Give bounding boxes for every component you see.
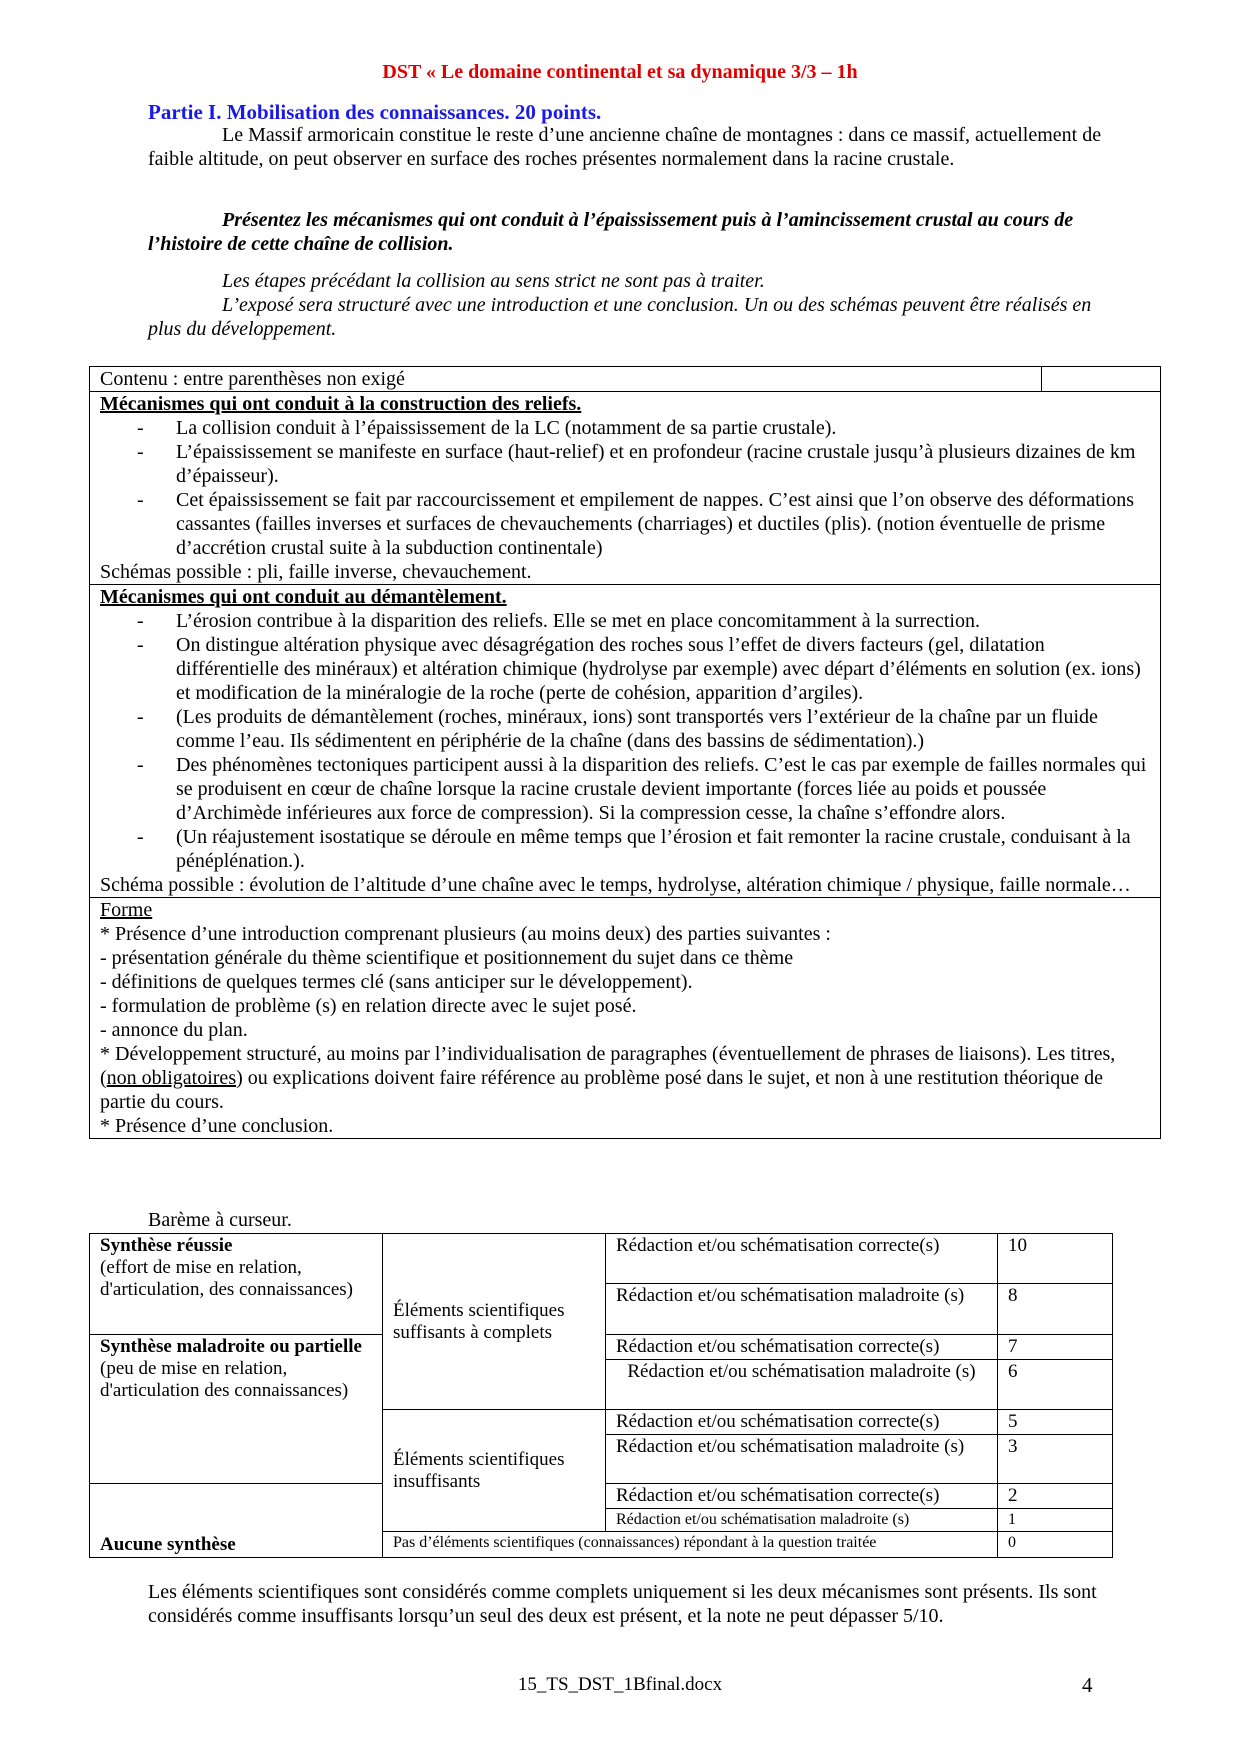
no-knowledge-cell: Pas d’éléments scientifiques (connaissances) répondant à la question traitée — [383, 1532, 998, 1558]
list-item: - Cet épaississement se fait par raccourcissement et empilement de nappes. C’est ainsi que l’on observe des déformations cassantes (failles inverses et surfaces de chevauchements (charriages) et ductiles (plis). (notion éventuelle de prisme d’accrétion crustal suite à la subduction continentale) — [100, 488, 1150, 560]
grid-header — [90, 367, 1160, 391]
underlined-text: non obligatoires — [106, 1067, 237, 1089]
criterion-cell: Rédaction et/ou schématisation correcte(s) — [606, 1234, 998, 1284]
forme-line: * Présence d’une introduction comprenant plusieurs (au moins deux) des parties suivantes : — [100, 923, 831, 945]
instructions — [148, 269, 1108, 341]
score-cell: 1 — [998, 1509, 1113, 1532]
rubric-table — [89, 1233, 1113, 1558]
schemas-line: Schéma possible : évolution de l’altitude d’une chaîne avec le temps, hydrolyse, altération chimique / physique, faille normale… — [100, 874, 1131, 896]
list-item: - Des phénomènes tectoniques participent aussi à la disparition des reliefs. C’est le cas par exemple de failles normales qui se produisent en cœur de chaîne lorsque la racine crustale devient importante (forces liée au poids et poussée d’Archimède inférieures aux force de compression). Si la compression cesse, la chaîne s’effondre alors. — [100, 753, 1150, 825]
list-item: - (Les produits de démantèlement (roches, minéraux, ions) sont transportés vers l’extérieur de la chaîne par un fluide comme l’eau. Ils sédimentent en périphérie de la chaîne (dans des bassins de sédimentation).) — [100, 705, 1150, 753]
footer-filename: 15_TS_DST_1Bfinal.docx — [517, 1674, 723, 1695]
question-paragraph: Présentez les mécanismes qui ont conduit à l’épaississement puis à l’amincissement crustal au cours de l’histoire de cette chaîne de collision. — [148, 209, 1074, 255]
section-dismantling — [90, 584, 1160, 897]
score-cell: 7 — [998, 1335, 1113, 1360]
score-cell: 2 — [998, 1484, 1113, 1509]
grid-header-empty-cell — [1041, 367, 1160, 391]
list-item: - La collision conduit à l’épaississement de la LC (notamment de sa partie crustale). — [100, 416, 1150, 440]
score-cell: 0 — [998, 1532, 1113, 1558]
forme-line: * Présence d’une conclusion. — [100, 1115, 334, 1137]
forme-line: - présentation générale du thème scientifique et positionnement du sujet dans ce thème — [100, 947, 794, 969]
grading-grid — [89, 366, 1161, 1139]
criterion-cell: Rédaction et/ou schématisation correcte(s) — [606, 1484, 998, 1509]
forme-line: - définitions de quelques termes clé (sans anticiper sur le développement). — [100, 971, 693, 993]
synthesis-success-cell — [90, 1234, 383, 1335]
instruction-line: L’exposé sera structuré avec une introduction et une conclusion. Un ou des schémas peuvent être réalisés en plus du développement. — [148, 294, 1092, 340]
document-title: DST « Le domaine continental et sa dynamique 3/3 – 1h — [382, 61, 858, 83]
synthesis-partial-cell — [90, 1335, 383, 1484]
list-item: - (Un réajustement isostatique se déroule en même temps que l’érosion et fait remonter la racine crustale, conduisant à la pénéplénation.). — [100, 825, 1150, 873]
forme-development — [100, 1042, 1150, 1114]
no-synthesis-cell — [90, 1484, 383, 1558]
criterion-cell: Rédaction et/ou schématisation maladroite (s) — [606, 1360, 998, 1410]
criterion-cell: Rédaction et/ou schématisation correcte(s) — [606, 1335, 998, 1360]
criterion-cell: Rédaction et/ou schématisation maladroite (s) — [606, 1435, 998, 1484]
sci-sufficient-cell: Éléments scientifiques suffisants à complets — [383, 1234, 606, 1410]
final-note: Les éléments scientifiques sont considérés comme complets uniquement si les deux mécanismes sont présents. Ils sont considérés comme insuffisants lorsqu’un seul des deux est présent, et la note ne peut dépasser 5/10. — [148, 1581, 1097, 1627]
section-construction — [90, 391, 1160, 584]
grid-header-label: Contenu : entre parenthèses non exigé — [100, 368, 405, 390]
criterion-cell: Rédaction et/ou schématisation maladroite (s) — [606, 1284, 998, 1335]
forme-line: - formulation de problème (s) en relation directe avec le sujet posé. — [100, 995, 637, 1017]
intro-paragraph: Le Massif armoricain constitue le reste d’une ancienne chaîne de montagnes : dans ce massif, actuellement de faible altitude, on peut observer en surface des roches présentes normalement dans la racine crustale. — [148, 124, 1102, 170]
list-item: - L’épaississement se manifeste en surface (haut-relief) et en profondeur (racine crustale jusqu’à plusieurs dizaines de km d’épaisseur). — [100, 440, 1150, 488]
criterion-cell: Rédaction et/ou schématisation maladroite (s) — [606, 1509, 998, 1532]
cell-desc: (peu de mise en relation, d'articulation des connaissances) — [100, 1358, 349, 1401]
bareme-label: Barème à curseur. — [148, 1209, 292, 1231]
text: * Développement structuré, au moins par l’individualisation de paragraphes (éventuellement de phrases de liaisons). Les titres, ( — [100, 1043, 1116, 1089]
section-forme — [90, 897, 1160, 1138]
cell-title: Aucune synthèse — [100, 1534, 236, 1555]
schemas-line: Schémas possible : pli, faille inverse, chevauchement. — [100, 561, 532, 583]
cell-title: Synthèse réussie — [100, 1235, 233, 1256]
forme-line: - annonce du plan. — [100, 1019, 248, 1041]
section-title: Mécanismes qui ont conduit au démantèlement. — [100, 586, 507, 608]
score-cell: 5 — [998, 1410, 1113, 1435]
score-cell: 8 — [998, 1284, 1113, 1335]
list-item: - L’érosion contribue à la disparition des reliefs. Elle se met en place concomitamment à la surrection. — [100, 609, 1150, 633]
sci-insufficient-cell: Éléments scientifiques insuffisants — [383, 1410, 606, 1532]
score-cell: 10 — [998, 1234, 1113, 1284]
section-title: Mécanismes qui ont conduit à la construction des reliefs. — [100, 393, 582, 415]
section-title: Forme — [100, 899, 153, 921]
part-heading: Partie I. Mobilisation des connaissances. 20 points. — [148, 100, 602, 124]
page-number: 4 — [1082, 1673, 1093, 1697]
instruction-line: Les étapes précédant la collision au sens strict ne sont pas à traiter. — [222, 270, 765, 292]
score-cell: 3 — [998, 1435, 1113, 1484]
criterion-cell: Rédaction et/ou schématisation correcte(s) — [606, 1410, 998, 1435]
cell-title: Synthèse maladroite ou partielle — [100, 1336, 362, 1357]
score-cell: 6 — [998, 1360, 1113, 1410]
list-item: - On distingue altération physique avec désagrégation des roches sous l’effet de divers facteurs (gel, dilatation différentielle des minéraux) et altération chimique (hydrolyse par exemple) avec départ d’éléments en solution (ex. ions) et modification de la minéralogie de la roche (perte de cohésion, apparition d’argiles). — [100, 633, 1150, 705]
table-row — [90, 1234, 1113, 1284]
cell-desc: (effort de mise en relation, d'articulation, des connaissances) — [100, 1257, 353, 1300]
text: ) ou explications doivent faire référence au problème posé dans le sujet, et non à une restitution théorique de partie du cours. — [100, 1067, 1104, 1113]
